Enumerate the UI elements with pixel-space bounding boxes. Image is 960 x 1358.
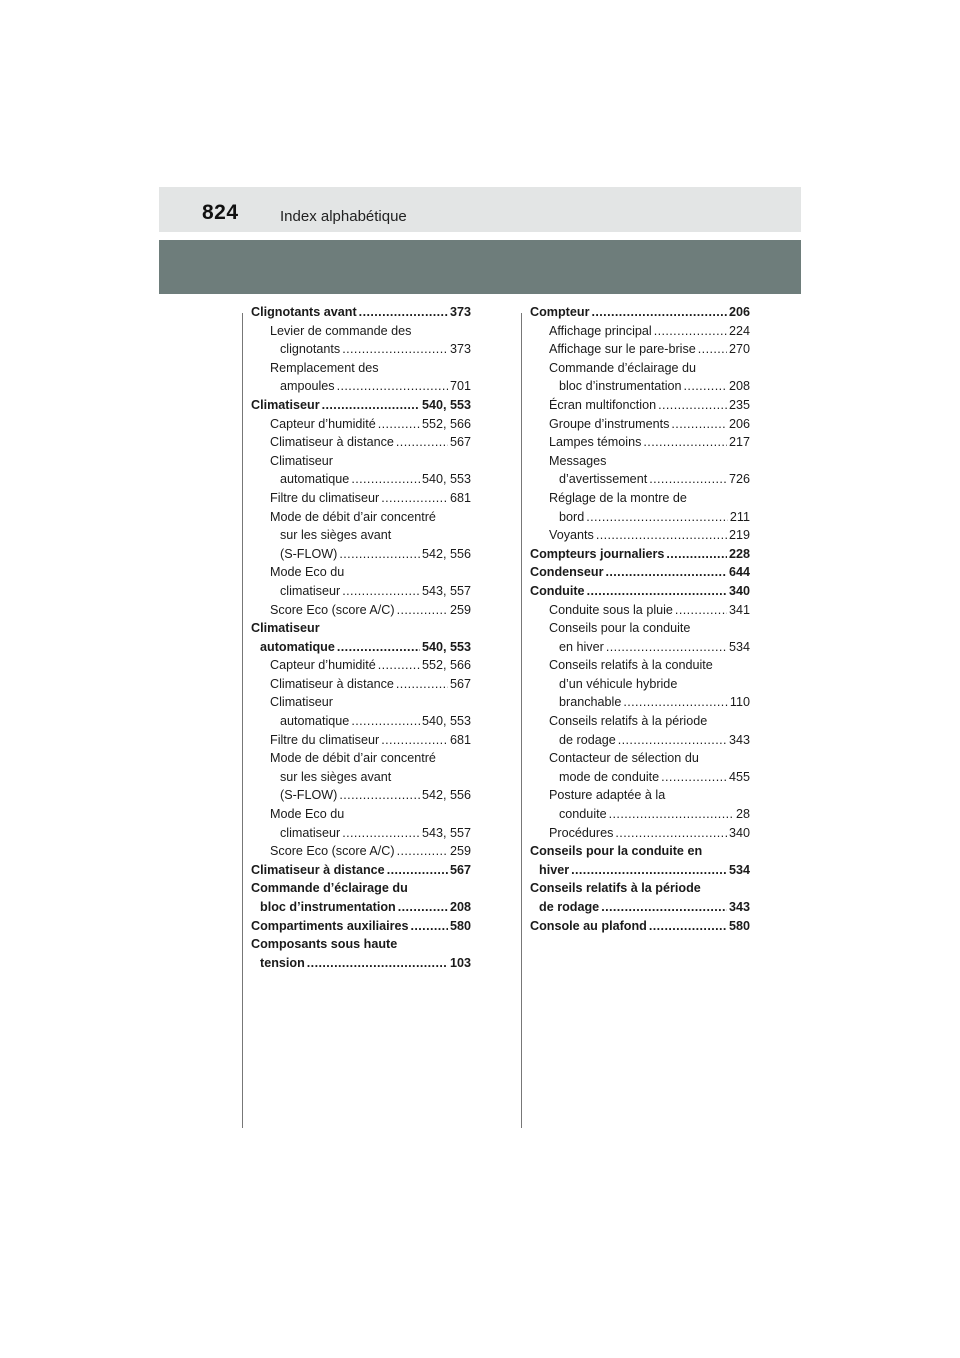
index-entry-text: d’un véhicule hybride [559,676,678,691]
index-entry-text: Climatiseur [270,695,333,710]
dot-leader [623,693,728,712]
dot-leader [351,712,420,731]
index-entry [530,917,750,936]
index-entry-text: Conseils relatifs à la conduite [549,658,713,673]
dot-leader [606,638,727,657]
index-entry-text: Compteurs journaliers [530,546,665,561]
index-entry-text: Climatiseur [270,453,333,468]
index-entry-text: Condenseur [530,565,604,580]
index-entry-text: automatique [280,714,350,729]
index-entry [251,805,471,824]
index-entry-text: Levier de commande des [270,323,412,338]
index-entry-page: 211 [729,509,750,524]
index-entry [530,303,750,322]
dot-leader [601,898,727,917]
index-entry-text: Composants sous haute [251,937,398,952]
index-entry [530,786,750,805]
index-entry-page: 542, 556 [421,788,471,803]
dot-leader [381,489,448,508]
index-entry [530,842,750,861]
dot-leader [591,303,727,322]
index-entry [530,415,750,434]
dot-leader [337,377,448,396]
dot-leader [586,508,728,527]
index-entry-text: tension [260,955,305,970]
index-entry [530,563,750,582]
index-entry [530,898,750,917]
dot-leader [342,340,448,359]
index-entry-page: 259 [449,602,471,617]
index-entry-text: climatiseur [280,583,341,598]
index-entry-text: Messages [549,453,607,468]
index-entry [530,340,750,359]
dot-leader [658,396,727,415]
index-entry-page: 28 [735,807,750,822]
index-entry-page: 580 [728,918,750,933]
index-entry [251,879,471,898]
index-entry-page: 567 [449,862,471,877]
index-entry [530,601,750,620]
index-entry-text: bloc d’instrumentation [559,379,682,394]
index-entry [251,656,471,675]
index-entry-text: Score Eco (score A/C) [270,844,395,859]
index-entry-page: 543, 557 [421,825,471,840]
dot-leader [351,470,420,489]
index-entry [530,396,750,415]
header-band [159,187,801,232]
index-entry [251,693,471,712]
index-entry-page: 217 [728,435,750,450]
index-entry-text: (S-FLOW) [280,546,338,561]
index-entry-page: 224 [728,323,750,338]
index-entry-text: Clignotants avant [251,305,357,319]
index-entry [251,731,471,750]
index-entry [251,322,471,341]
dot-leader [337,638,420,657]
index-entry [251,712,471,731]
index-entry-page: 681 [449,732,471,747]
dot-leader [596,526,727,545]
dot-leader [684,377,727,396]
index-entry-page: 540, 553 [421,639,471,654]
index-entry-text: Écran multifonction [549,397,657,412]
index-entry [530,693,750,712]
index-entry-page: 235 [728,397,750,412]
index-entry-page: 567 [449,676,471,691]
index-entry [251,898,471,917]
index-entry-page: 208 [449,900,471,914]
index-entry [251,526,471,545]
page-number: 824 [202,201,239,224]
index-entry [530,582,750,601]
index-entry-text: Mode Eco du [270,565,345,580]
index-entry [251,638,471,657]
index-entry [530,879,750,898]
dot-leader [396,675,448,694]
index-entry-page: 219 [728,528,750,543]
index-entry-page: 373 [449,342,471,357]
index-entry-page: 701 [449,379,471,394]
index-entry-page: 455 [728,769,750,784]
dot-leader [381,731,448,750]
index-entry-text: sur les sièges avant [280,528,392,543]
index-entry-page: 534 [728,639,750,654]
index-entry-text: Capteur d’humidité [270,658,376,673]
index-entry [251,396,471,415]
index-entry [251,489,471,508]
index-entry-text: Mode de débit d’air concentré [270,509,436,524]
column-rule-middle [521,313,522,1128]
dot-leader [675,601,727,620]
index-entry-page: 552, 566 [421,658,471,673]
index-entry-page: 373 [449,305,471,319]
index-entry-page: 580 [449,918,471,933]
index-entry [251,954,471,973]
index-entry-text: Climatiseur à distance [251,862,385,877]
index-entry-text: branchable [559,695,622,710]
dot-leader [649,917,727,936]
index-entry-page: 726 [728,472,750,487]
dot-leader [666,545,727,564]
index-entry-text: Filtre du climatiseur [270,490,380,505]
index-entry-text: Console au plafond [530,918,647,933]
index-entry [251,452,471,471]
dot-leader [698,340,727,359]
dot-leader [618,731,727,750]
index-entry-text: climatiseur [280,825,341,840]
dot-leader [671,415,727,434]
index-entry [530,712,750,731]
index-entry-text: automatique [260,639,335,654]
index-entry-text: d’avertissement [559,472,648,487]
index-entry [530,452,750,471]
index-entry [251,415,471,434]
index-entry [251,842,471,861]
dot-leader [609,805,734,824]
index-entry-text: Réglage de la montre de [549,490,687,505]
index-entry-text: Remplacement des [270,360,379,375]
index-entry [251,377,471,396]
index-entry-text: sur les sièges avant [280,769,392,784]
index-entry-page: 110 [729,695,750,710]
index-entry-text: Climatiseur [251,621,320,636]
index-entry [530,526,750,545]
index-entry-text: Voyants [549,528,594,543]
index-entry-text: automatique [280,472,350,487]
index-entry-text: Conseils relatifs à la période [549,714,708,729]
index-entry-page: 340 [728,825,750,840]
section-title: Index alphabétique [280,208,407,225]
index-entry-text: bord [559,509,585,524]
dot-leader [571,861,727,880]
index-entry-text: Climatiseur à distance [270,676,394,691]
index-entry-text: bloc d’instrumentation [260,900,396,914]
index-entry-page: 228 [728,546,750,561]
dot-leader [643,433,727,452]
index-entry [530,749,750,768]
index-entry [530,545,750,564]
index-entry-text: Lampes témoins [549,435,642,450]
index-entry [530,508,750,527]
index-entry-text: Procédures [549,825,614,840]
index-entry [251,786,471,805]
dot-leader [605,563,727,582]
index-entry-text: Conduite [530,583,585,598]
index-entry-page: 543, 557 [421,583,471,598]
index-entry-text: hiver [539,862,570,877]
index-entry-text: Capteur d’humidité [270,416,376,431]
index-entry [251,619,471,638]
index-entry [530,377,750,396]
dot-leader [342,582,420,601]
index-entry-page: 206 [728,416,750,431]
index-entry [251,359,471,378]
index-entry [251,917,471,936]
index-entry-text: en hiver [559,639,604,654]
dot-leader [397,842,448,861]
index-entry-page: 540, 553 [421,714,471,729]
dot-leader [378,415,420,434]
dot-leader [615,824,727,843]
index-entry-page: 259 [449,844,471,859]
index-entry-text: Climatiseur [251,397,320,412]
index-entry [251,824,471,843]
index-entry-text: Affichage sur le pare-brise [549,342,696,357]
dot-leader [649,470,727,489]
index-entry-page: 343 [728,900,750,914]
index-entry [530,489,750,508]
index-entry [251,768,471,787]
index-entry-page: 206 [728,305,750,319]
index-entry-text: Climatiseur à distance [270,435,394,450]
index-entry-page: 567 [449,435,471,450]
index-entry [530,619,750,638]
index-entry [251,508,471,527]
index-entry-text: mode de conduite [559,769,660,784]
index-entry-page: 552, 566 [421,416,471,431]
index-entry [530,768,750,787]
index-entry [530,805,750,824]
index-entry-text: Affichage principal [549,323,652,338]
index-entry [251,563,471,582]
index-entry-page: 343 [728,732,750,747]
index-column-right [530,303,750,935]
dot-leader [378,656,420,675]
index-entry-text: Commande d’éclairage du [251,881,408,896]
index-entry-text: conduite [559,807,607,822]
dot-leader [410,917,448,936]
index-entry-page: 681 [449,490,471,505]
index-entry-text: Posture adaptée à la [549,788,666,803]
dot-leader [661,768,727,787]
index-entry-text: Filtre du climatiseur [270,732,380,747]
index-entry [251,749,471,768]
index-entry-text: de rodage [539,900,600,914]
header-dark-band [159,240,801,294]
index-entry [530,861,750,880]
index-entry [251,470,471,489]
dot-leader [398,898,448,917]
index-entry [530,675,750,694]
index-entry [251,545,471,564]
index-entry-text: Compartiments auxiliaires [251,918,409,933]
index-column-left [251,303,471,972]
index-entry [251,433,471,452]
index-entry-page: 103 [449,955,471,970]
index-entry [530,433,750,452]
index-entry [251,582,471,601]
dot-leader [396,433,448,452]
index-entry-text: Contacteur de sélection du [549,751,699,766]
dot-leader [654,322,727,341]
index-entry-text: de rodage [559,732,616,747]
index-entry [530,824,750,843]
dot-leader [587,582,727,601]
dot-leader [359,303,448,322]
index-entry-page: 340 [728,583,750,598]
index-entry [530,656,750,675]
index-entry [530,359,750,378]
index-entry-text: clignotants [280,342,341,357]
index-entry-text: Conduite sous la pluie [549,602,673,617]
index-entry-text: Mode de débit d’air concentré [270,751,436,766]
index-entry-text: (S-FLOW) [280,788,338,803]
index-entry [251,675,471,694]
index-entry-page: 341 [728,602,750,617]
index-entry-page: 542, 556 [421,546,471,561]
dot-leader [339,786,420,805]
index-entry-page: 270 [728,342,750,357]
dot-leader [339,545,420,564]
index-entry-page: 540, 553 [421,397,471,412]
index-entry [251,303,471,322]
column-rule-left [242,313,243,1128]
index-entry-text: Conseils relatifs à la période [530,881,701,896]
index-entry-text: Commande d’éclairage du [549,360,697,375]
dot-leader [342,824,420,843]
index-entry [251,935,471,954]
index-entry-text: Score Eco (score A/C) [270,602,395,617]
index-entry [530,470,750,489]
index-entry-page: 208 [728,379,750,394]
dot-leader [307,954,448,973]
index-entry-text: Compteur [530,305,590,319]
index-entry-text: Conseils pour la conduite [549,621,691,636]
index-entry-page: 540, 553 [421,472,471,487]
index-entry-text: ampoules [280,379,335,394]
index-entry-text: Conseils pour la conduite en [530,844,703,859]
index-entry-page: 534 [728,862,750,877]
dot-leader [397,601,448,620]
index-entry [251,861,471,880]
index-entry [251,601,471,620]
index-entry [530,322,750,341]
index-entry [251,340,471,359]
index-entry [530,731,750,750]
dot-leader [387,861,448,880]
index-entry-page: 644 [728,565,750,580]
index-entry-text: Mode Eco du [270,807,345,822]
index-entry [530,638,750,657]
dot-leader [322,396,420,415]
index-entry-text: Groupe d’instruments [549,416,670,431]
